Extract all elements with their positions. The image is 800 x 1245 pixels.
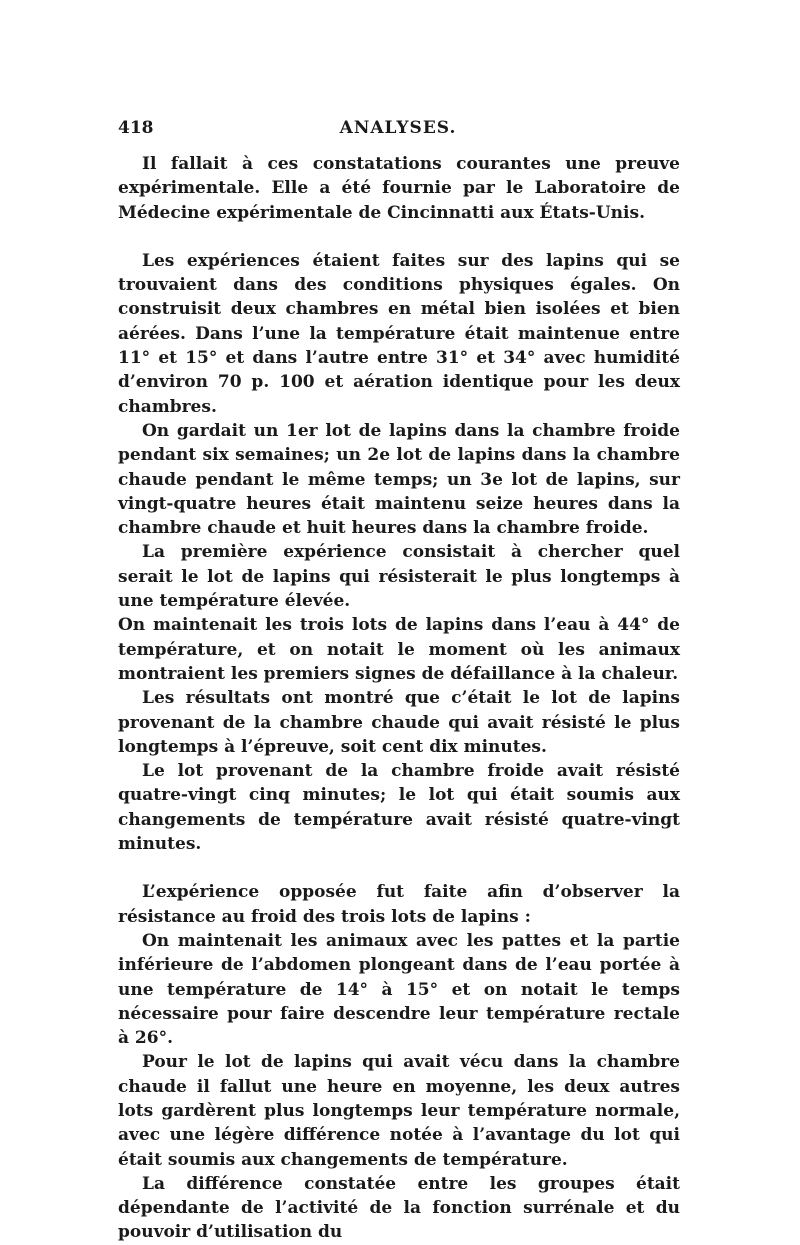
body-text — [118, 152, 680, 1245]
paragraph: L’expérience opposée fut faite afin d’observer la résistance au froid des trois lots de lapins : — [118, 882, 680, 927]
paragraph: Les expériences étaient faites sur des lapins qui se trouvaient dans des conditions physiques égales. On construisit deux chambres en métal bien isolées et bien aérées. Dans l’une la température était maintenue entre 11° et 15° et dans l’autre entre 31° et 34° avec humidité d’environ 70 p. 100 et aération identique pour les deux chambres. — [118, 250, 680, 417]
paragraph: On maintenait les trois lots de lapins dans l’eau à 44° de température, et on notait le moment où les animaux montraient les premiers signes de défaillance à la chaleur. — [118, 615, 680, 684]
page-number: 418 — [118, 118, 154, 138]
running-head: ANALYSES. — [339, 118, 457, 138]
paragraph: Pour le lot de lapins qui avait vécu dans la chambre chaude il fallut une heure en moyenne, les deux autres lots gardèrent plus longtemps leur température normale, avec une légère différence notée à l’avantage du lot qui était soumis aux changements de température. — [118, 1052, 680, 1170]
paragraph: On maintenait les animaux avec les pattes et la partie inférieure de l’abdomen plongeant dans de l’eau portée à une température de 14° à 15° et on notait le temps nécessaire pour faire descendre leur température rectale à 26°. — [118, 930, 680, 1049]
paragraph: Les résultats ont montré que c’était le lot de lapins provenant de la chambre chaude qui avait résisté le plus longtemps à l’épreuve, soit cent dix minutes. — [118, 688, 680, 757]
page-header — [118, 118, 678, 142]
paragraph: La différence constatée entre les groupes était dépendante de l’activité de la fonction surrénale et du pouvoir d’utilisation du — [118, 1173, 680, 1243]
paragraph: On gardait un 1er lot de lapins dans la chambre froide pendant six semaines; un 2e lot de lapins dans la chambre chaude pendant le même temps; un 3e lot de lapins, sur vingt-quatre heures était maintenu seize heures dans la chambre chaude et huit heures dans la chambre froide. — [118, 420, 680, 539]
paragraph: Le lot provenant de la chambre froide avait résisté quatre-vingt cinq minutes; le lot qui était soumis aux changements de température avait résisté quatre-vingt minutes. — [118, 761, 680, 855]
paragraph: Il fallait à ces constatations courantes une preuve expérimentale. Elle a été fournie par le Laboratoire de Médecine expérimentale de Cincinnatti aux États-Unis. — [118, 154, 680, 223]
paragraph: La première expérience consistait à chercher quel serait le lot de lapins qui résisterait le plus longtemps à une température élevée. — [118, 542, 680, 612]
